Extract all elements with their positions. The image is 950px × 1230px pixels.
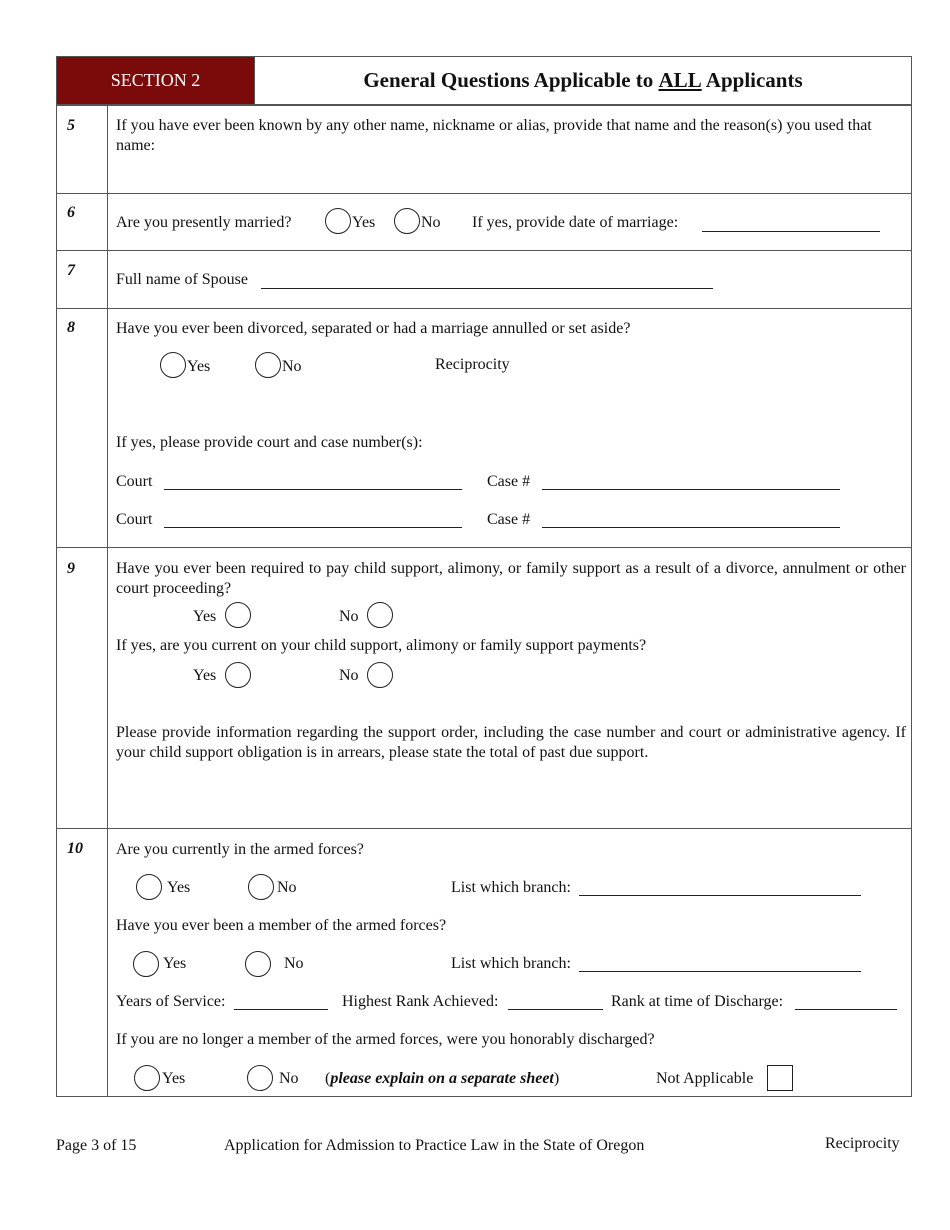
married-no-label: No [421, 214, 441, 231]
former-member-yes-label: Yes [163, 955, 187, 972]
support-yes-label: Yes [193, 608, 217, 625]
explain-note: (please explain on a separate sheet) [325, 1070, 560, 1087]
married-yes-label: Yes [352, 214, 376, 231]
current-yes-radio[interactable] [225, 662, 251, 688]
question-8-followup: If yes, please provide court and case number(s): [116, 434, 423, 451]
marriage-date-field[interactable] [702, 231, 880, 232]
court-label-1: Court [116, 473, 153, 490]
question-8-text: Have you ever been divorced, separated or had a marriage annulled or set aside? [116, 320, 631, 337]
footer-reciprocity: Reciprocity [825, 1135, 900, 1152]
question-6-text: Are you presently married? [116, 214, 292, 231]
armed-forces-no-label: No [277, 879, 297, 896]
row-divider [57, 547, 911, 548]
case-label-1: Case # [487, 473, 531, 490]
armed-forces-yes-label: Yes [167, 879, 191, 896]
question-9-text: Have you ever been required to pay child support, alimony, or family support as a result of a divorce, annulment or other court proceeding? [116, 560, 906, 597]
discharge-rank-label: Rank at time of Discharge: [611, 993, 784, 1010]
row-divider [57, 250, 911, 251]
case-label-2: Case # [487, 511, 531, 528]
court-field-2[interactable] [164, 527, 462, 528]
footer-page-number: Page 3 of 15 [56, 1137, 137, 1154]
branch-label-1: List which branch: [451, 879, 571, 896]
court-label-2: Court [116, 511, 153, 528]
support-no-radio[interactable] [367, 602, 393, 628]
row-divider [57, 193, 911, 194]
current-yes-label: Yes [193, 667, 217, 684]
former-member-no-radio[interactable] [245, 951, 271, 977]
question-number-9: 9 [67, 560, 75, 577]
support-no-label: No [339, 608, 359, 625]
divorced-yes-label: Yes [187, 358, 211, 375]
question-number-8: 8 [67, 319, 75, 336]
question-number-6: 6 [67, 204, 75, 221]
question-10-text-2: Have you ever been a member of the armed forces? [116, 917, 447, 934]
discharge-rank-field[interactable] [795, 1009, 897, 1010]
current-no-radio[interactable] [367, 662, 393, 688]
case-field-1[interactable] [542, 489, 840, 490]
application-form-section [56, 56, 912, 1097]
not-applicable-checkbox[interactable] [767, 1065, 793, 1091]
question-number-10: 10 [67, 840, 83, 857]
case-field-2[interactable] [542, 527, 840, 528]
branch-field-2[interactable] [579, 971, 861, 972]
marriage-date-label: If yes, provide date of marriage: [472, 214, 679, 231]
honorable-no-label: No [279, 1070, 299, 1087]
question-9-followup: If yes, are you current on your child support, alimony or family support payments? [116, 637, 647, 654]
married-yes-radio[interactable] [325, 208, 351, 234]
section-tab: SECTION 2 [57, 57, 254, 104]
years-of-service-field[interactable] [234, 1009, 328, 1010]
question-9-info: Please provide information regarding the support order, including the case number and court or administrative agency. If your child support obligation is in arrears, please state the total of past due support. [116, 724, 906, 761]
married-no-radio[interactable] [394, 208, 420, 234]
armed-forces-yes-radio[interactable] [136, 874, 162, 900]
section-title-prefix: General Questions Applicable to [363, 68, 659, 92]
section-title [254, 57, 911, 104]
current-no-label: No [339, 667, 359, 684]
branch-label-2: List which branch: [451, 955, 571, 972]
years-of-service-label: Years of Service: [116, 993, 226, 1010]
former-member-no-label: No [284, 955, 304, 972]
question-5-text: If you have ever been known by any other name, nickname or alias, provide that name and the reason(s) you used that name: [116, 117, 872, 154]
section-title-suffix: Applicants [701, 68, 803, 92]
footer-title: Application for Admission to Practice Law in the State of Oregon [224, 1137, 645, 1154]
former-member-yes-radio[interactable] [133, 951, 159, 977]
question-number-7: 7 [67, 262, 75, 279]
question-10-text-3: If you are no longer a member of the armed forces, were you honorably discharged? [116, 1031, 655, 1048]
section-title-emphasis: ALL [658, 68, 702, 92]
highest-rank-field[interactable] [508, 1009, 603, 1010]
divorced-no-radio[interactable] [255, 352, 281, 378]
not-applicable-label: Not Applicable [656, 1070, 754, 1087]
number-column-divider [107, 105, 108, 1096]
honorable-yes-radio[interactable] [134, 1065, 160, 1091]
question-number-5: 5 [67, 117, 75, 134]
divorced-no-label: No [282, 358, 302, 375]
header-divider [57, 104, 911, 106]
highest-rank-label: Highest Rank Achieved: [342, 993, 499, 1010]
divorced-yes-radio[interactable] [160, 352, 186, 378]
honorable-yes-label: Yes [162, 1070, 186, 1087]
branch-field-1[interactable] [579, 895, 861, 896]
row-divider [57, 828, 911, 829]
spouse-name-field[interactable] [261, 288, 713, 289]
honorable-no-radio[interactable] [247, 1065, 273, 1091]
court-field-1[interactable] [164, 489, 462, 490]
explain-note-text: please explain on a separate sheet [330, 1070, 554, 1087]
question-10-text: Are you currently in the armed forces? [116, 841, 364, 858]
support-yes-radio[interactable] [225, 602, 251, 628]
spouse-name-label: Full name of Spouse [116, 271, 248, 288]
reciprocity-note: Reciprocity [435, 356, 510, 373]
armed-forces-no-radio[interactable] [248, 874, 274, 900]
row-divider [57, 308, 911, 309]
